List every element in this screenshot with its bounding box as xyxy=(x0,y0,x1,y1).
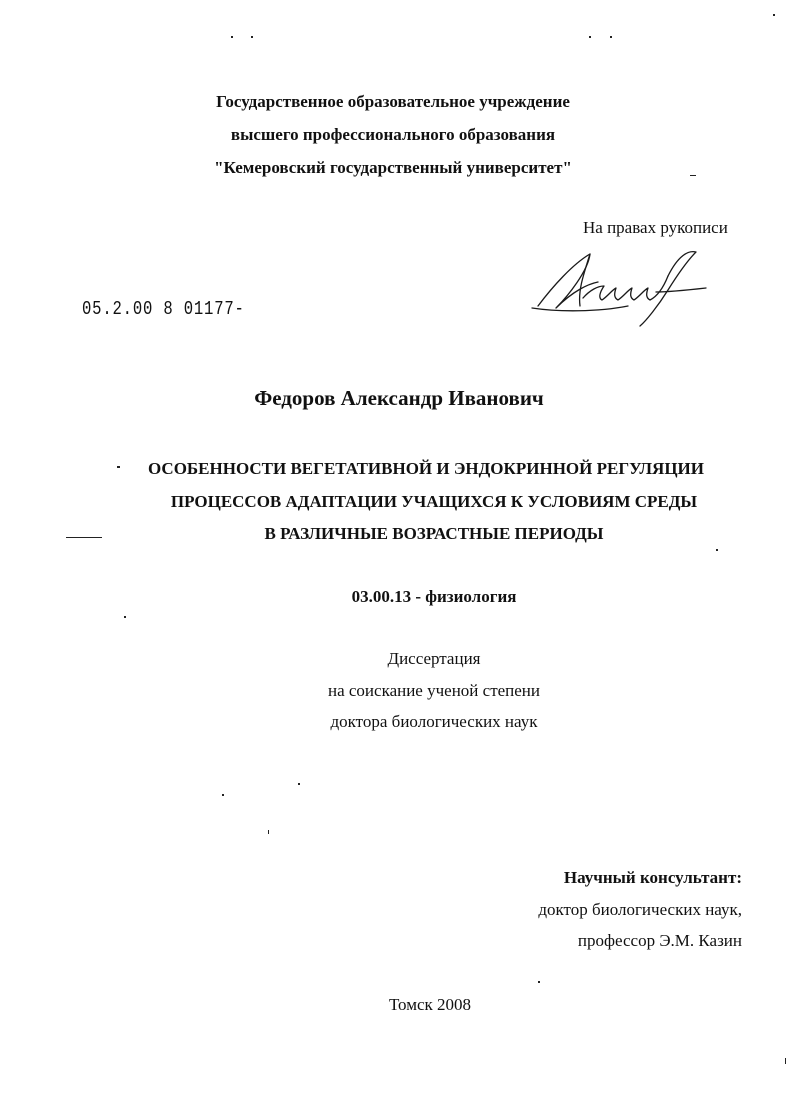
scan-mark xyxy=(716,549,718,551)
rights-note: На правах рукописи xyxy=(583,218,728,237)
scan-mark xyxy=(538,981,540,983)
place-and-year: Томск 2008 xyxy=(388,995,472,1014)
institution-line-2: высшего профессионального образования xyxy=(230,125,556,144)
scan-mark xyxy=(785,1058,786,1064)
scan-mark xyxy=(773,14,775,16)
dissertation-type: Диссертация xyxy=(387,649,481,668)
dissertation-title-line-3: В РАЗЛИЧНЫЕ ВОЗРАСТНЫЕ ПЕРИОДЫ xyxy=(264,524,604,543)
advisor-name: профессор Э.М. Казин xyxy=(577,931,742,950)
dissertation-title-line-2: ПРОЦЕССОВ АДАПТАЦИИ УЧАЩИХСЯ К УСЛОВИЯМ СРЕДЫ xyxy=(170,492,698,511)
dissertation-title-line-1: ОСОБЕННОСТИ ВЕГЕТАТИВНОЙ И ЭНДОКРИННОЙ РЕГУЛЯЦИИ xyxy=(147,459,704,478)
scan-mark xyxy=(117,466,120,468)
institution-line-1: Государственное образовательное учреждение xyxy=(216,92,570,111)
scan-mark xyxy=(268,830,269,834)
specialty-code: 03.00.13 - физиология xyxy=(351,587,517,606)
scan-mark xyxy=(124,616,126,618)
signature-image xyxy=(528,246,718,332)
advisor-degree: доктор биологических наук, xyxy=(538,900,742,919)
scan-mark xyxy=(589,36,591,38)
archive-stamp-number: 05.2.00 8 01177- xyxy=(82,298,245,320)
scan-mark xyxy=(222,794,224,796)
scan-mark xyxy=(231,36,233,38)
dissertation-degree: доктора биологических наук xyxy=(330,712,538,731)
dissertation-purpose: на соискание ученой степени xyxy=(327,681,541,700)
scan-mark xyxy=(690,175,696,176)
scan-mark xyxy=(66,537,102,538)
scan-mark xyxy=(610,36,612,38)
scan-mark xyxy=(251,36,253,38)
scan-mark xyxy=(298,783,300,785)
institution-line-3: "Кемеровский государственный университет" xyxy=(214,158,572,177)
advisor-label: Научный консультант: xyxy=(563,868,742,887)
author-name: Федоров Александр Иванович xyxy=(254,386,544,410)
